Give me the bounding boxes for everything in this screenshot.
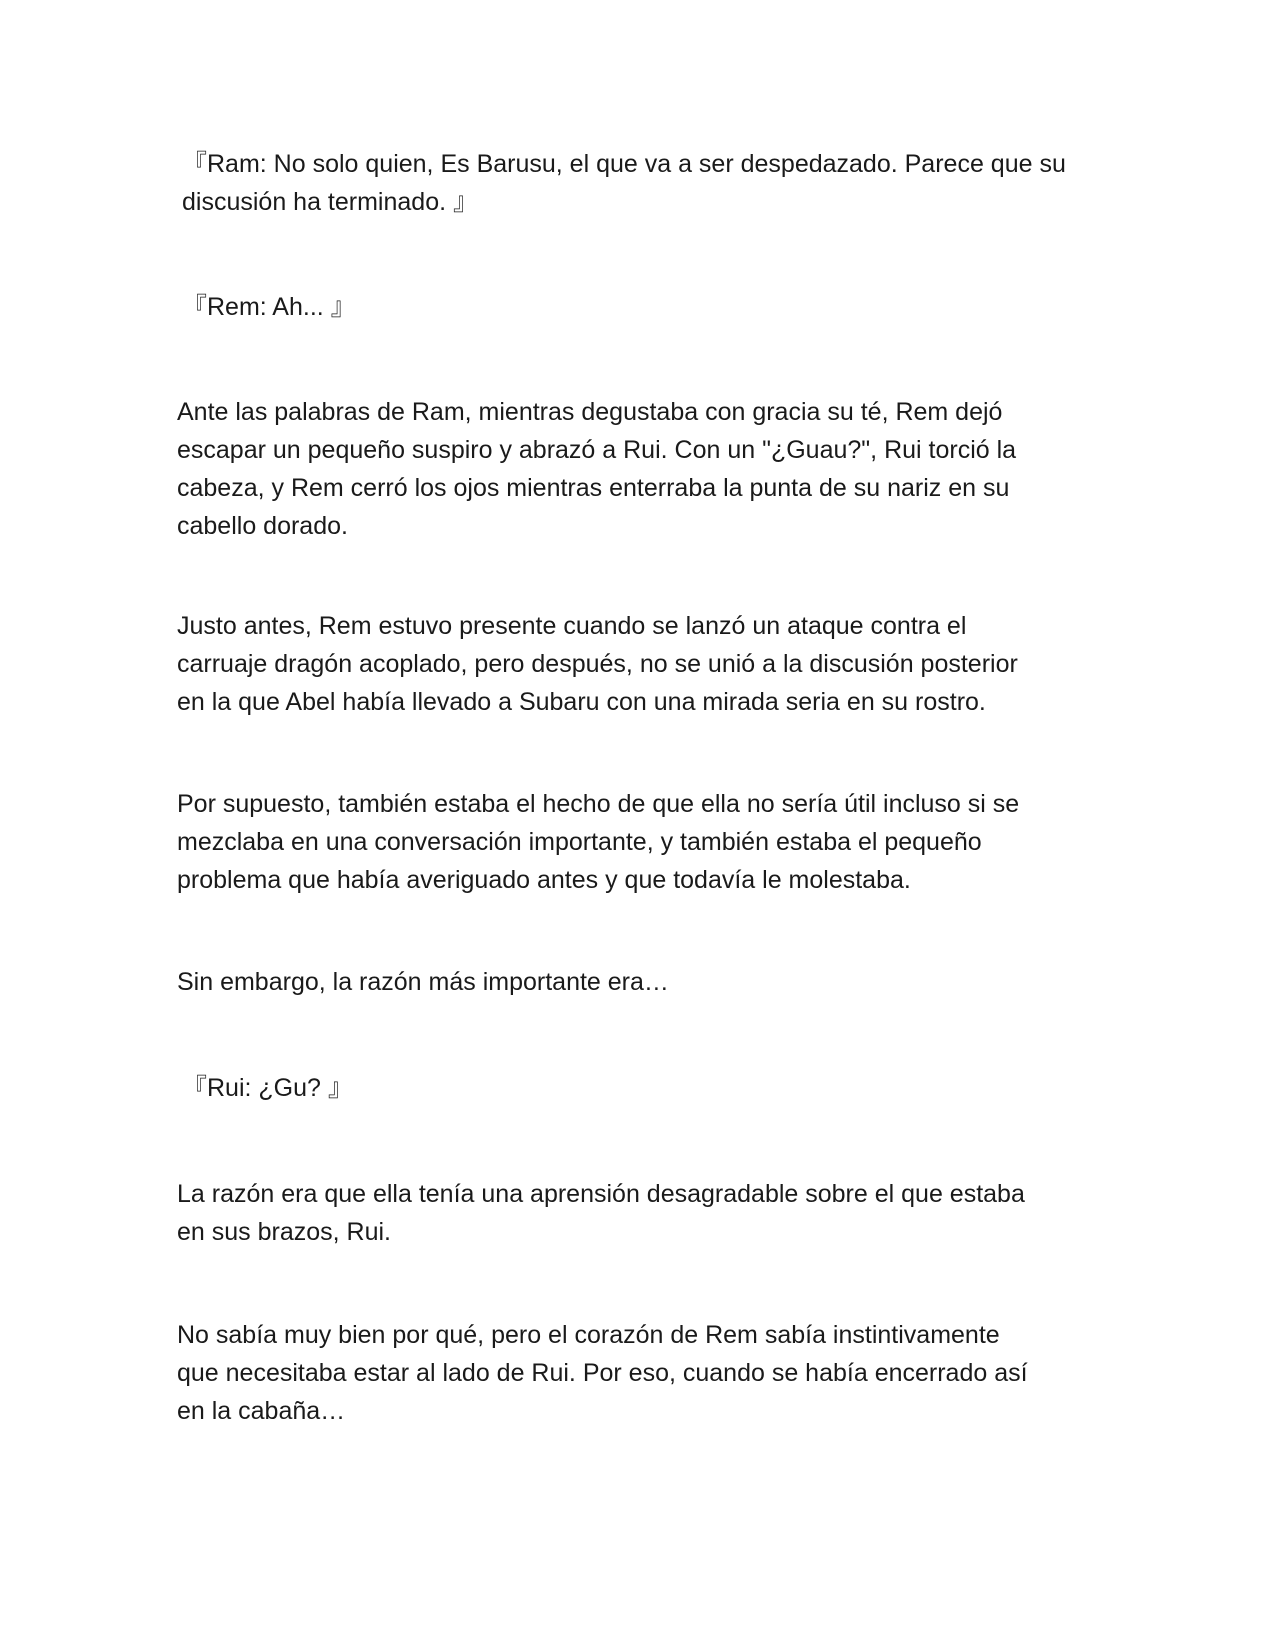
dialogue-rui: 『Rui: ¿Gu? 』 (182, 1074, 353, 1102)
dialogue-ram: 『Ram: No solo quien, Es Barusu, el que va a ser despedazado. Parece que su discusión ha terminado. 』 (182, 150, 1066, 216)
paragraph-ante-las-palabras: Ante las palabras de Ram, mientras degustaba con gracia su té, Rem dejó escapar un pequeño suspiro y abrazó a Rui. Con un "¿Guau?", Rui torció la cabeza, y Rem cerró los ojos mientras enterraba la punta de su nariz en su cabello dorado. (177, 398, 1017, 540)
paragraph-sin-embargo: Sin embargo, la razón más importante era… (177, 968, 669, 996)
paragraph-por-supuesto: Por supuesto, también estaba el hecho de que ella no sería útil incluso si se mezclaba en una conversación importante, y también estaba el pequeño problema que había averiguado antes y que todavía le molestaba. (177, 790, 1020, 894)
dialogue-rem: 『Rem: Ah... 』 (182, 293, 356, 321)
paragraph-la-razon: La razón era que ella tenía una aprensión desagradable sobre el que estaba en sus brazos, Rui. (177, 1180, 1025, 1246)
paragraph-no-sabia: No sabía muy bien por qué, pero el corazón de Rem sabía instintivamente que necesitaba estar al lado de Rui. Por eso, cuando se había encerrado así en la cabaña… (177, 1321, 1028, 1425)
paragraph-justo-antes: Justo antes, Rem estuvo presente cuando se lanzó un ataque contra el carruaje dragón acoplado, pero después, no se unió a la discusión posterior en la que Abel había llevado a Subaru con una mirada seria en su rostro. (177, 612, 1018, 716)
